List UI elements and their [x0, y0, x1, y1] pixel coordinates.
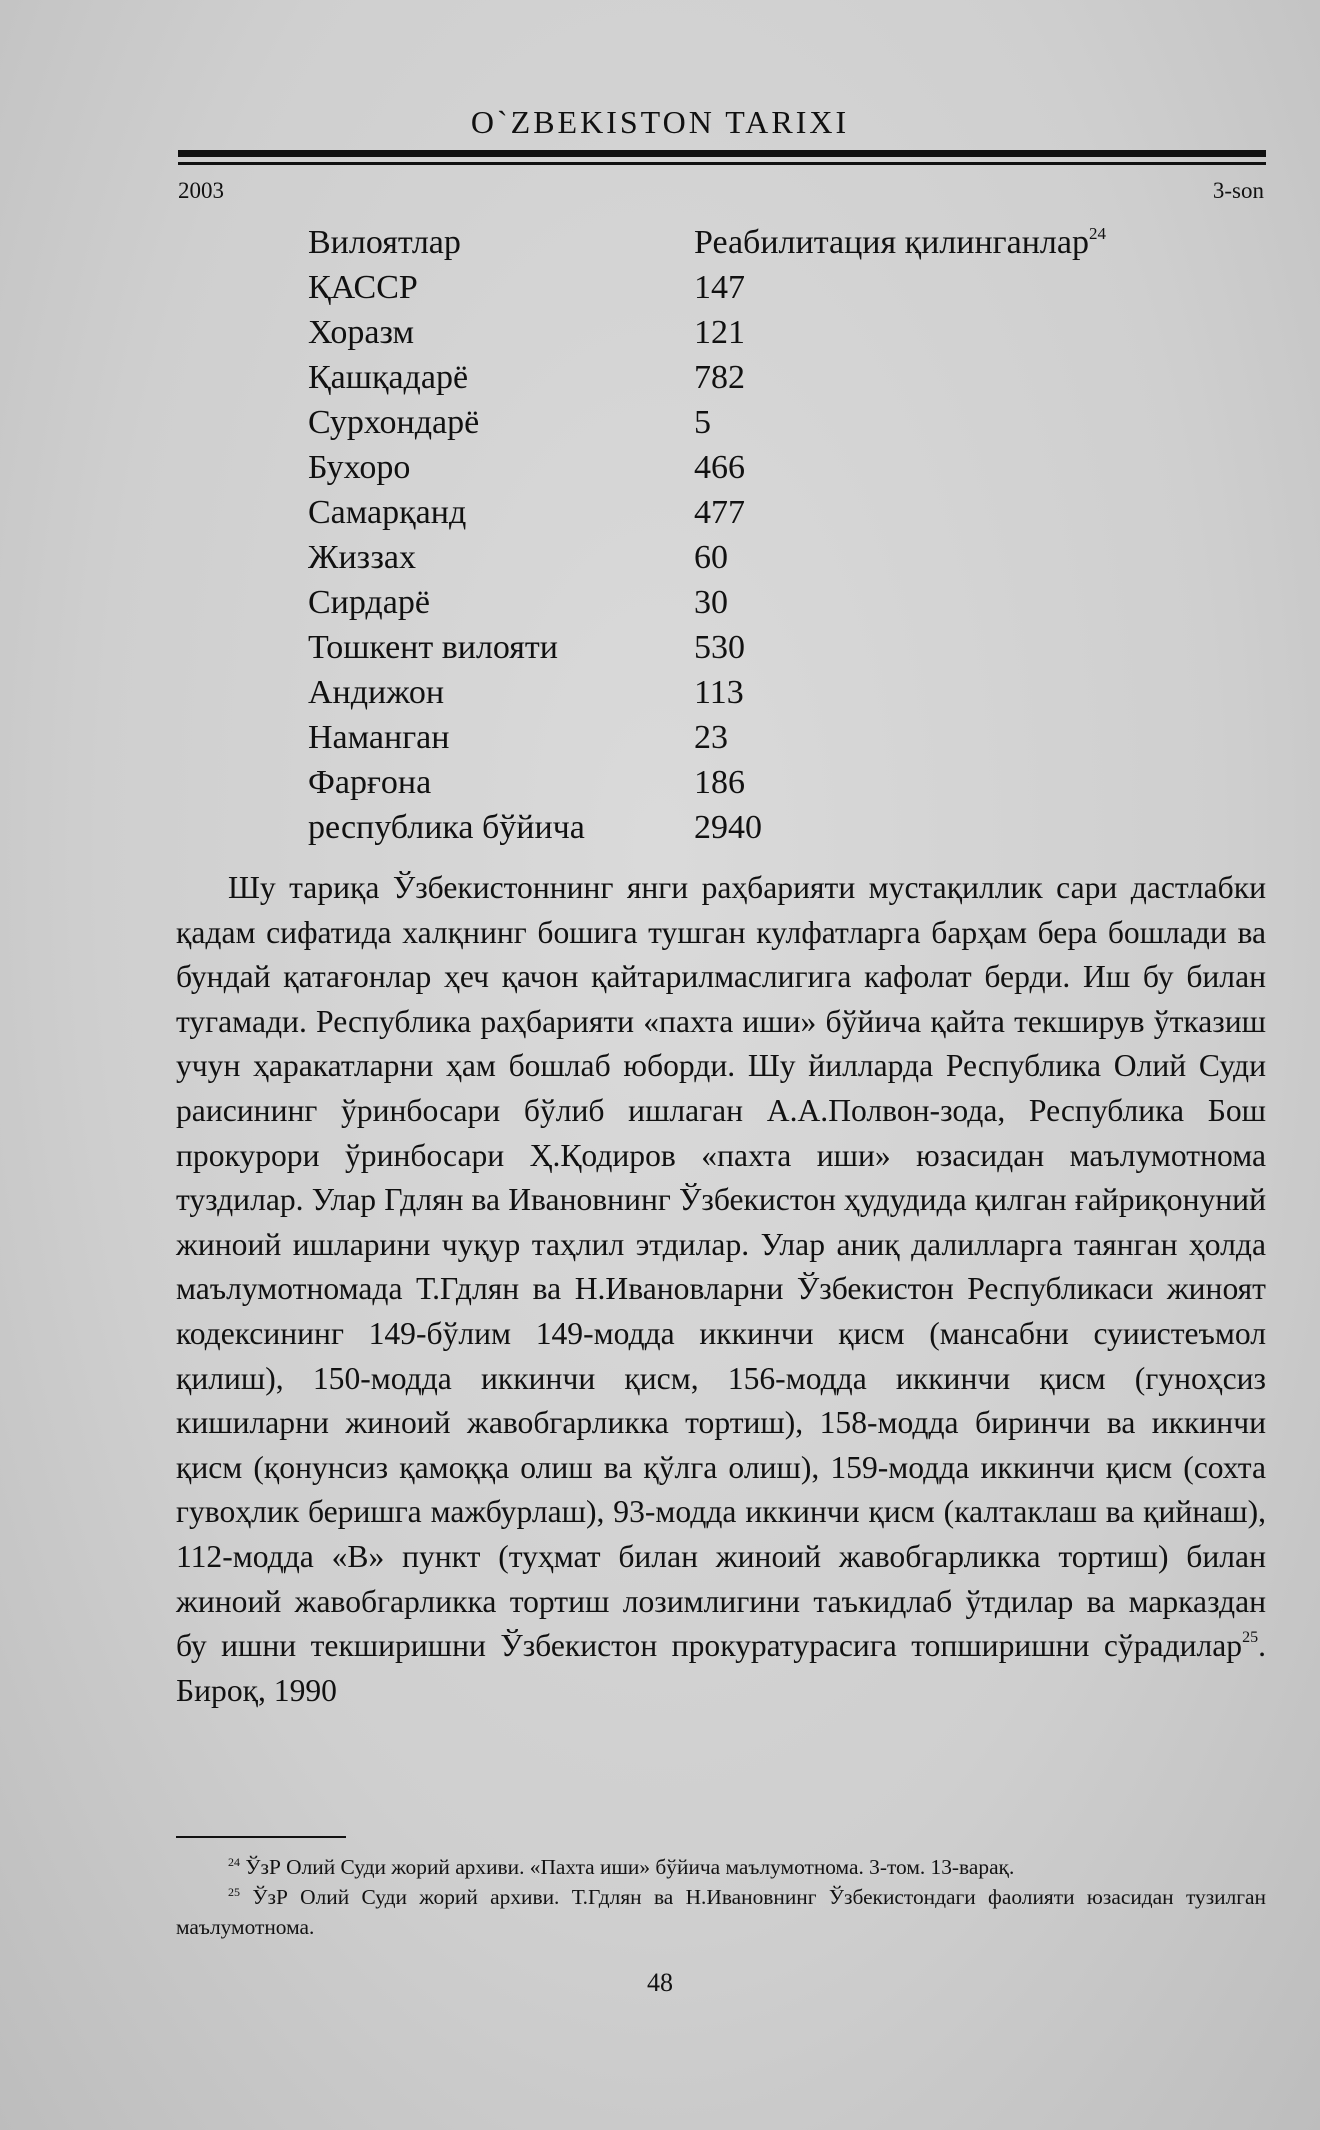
region-name: республика бўйича: [308, 808, 585, 846]
column-header-rehabilitated: [694, 224, 1208, 262]
rehabilitated-count: 147: [694, 268, 745, 306]
footnote-text: ЎзР Олий Суди жорий архиви. «Пахта иши» бўйича маълумотнома. 3-том. 13-варақ.: [240, 1855, 1015, 1879]
region-name: Наманган: [308, 718, 450, 756]
region-name: Сирдарё: [308, 583, 430, 621]
table-row: [308, 715, 1208, 760]
rehabilitated-count: 5: [694, 403, 711, 441]
page-number: 48: [647, 1968, 673, 1997]
table-row: [308, 355, 1208, 400]
rehabilitated-count: 782: [694, 358, 745, 396]
rehabilitated-count: 466: [694, 448, 745, 486]
region-name: Хоразм: [308, 313, 414, 351]
body-paragraph-text: Шу тариқа Ўзбекистоннинг янги раҳбарияти мустақиллик сари дастлабки қадам сифатида халқнинг бошига тушган кулфатларга барҳам бера бошлади ва бундай қатағонлар ҳеч қачон қайтарилмаслигига кафолат берди. Иш бу билан тугамади. Республика раҳбарияти «пахта иши» бўйича қайта текширув ўтказиш учун ҳаракатларни ҳам бошлаб юборди. Шу йилларда Республика Олий Суди раисининг ўринбосари бўлиб ишлаган А.А.Полвон-зода, Республика Бош прокурори ўринбосари Ҳ.Қодиров «пахта иши» юзасидан маълумотнома туздилар. Улар Гдлян ва Ивановнинг Ўзбекистон ҳудудида қилган ғайриқонуний жиноий ишларини чуқур таҳлил этдилар. Улар аниқ далилларга таянган ҳолда маълумотномада Т.Гдлян ва Н.Ивановларни Ўзбекистон Республикаси жиноят кодексининг 149-бўлим 149-модда иккинчи қисм (мансабни суиистеъмол қилиш), 150-модда иккинчи қисм, 156-модда иккинчи қисм (гуноҳсиз кишиларни жиноий жавобгарликка тортиш), 158-модда биринчи ва иккинчи қисм (қонунсиз қамоққа олиш ва қўлга олиш), 159-модда иккинчи қисм (сохта гувоҳлик беришга мажбурлаш), 93-модда иккинчи қисм (калтаклаш ва қийнаш), 112-модда «В» пункт (туҳмат билан жиноий жавобгарликка тортиш) билан жиноий жавобгарликка тортиш лозимлигини таъкидлаб ўтдилар ва марказдан бу ишни текширишни Ўзбекистон прокуратурасига топширишни сўрадилар: [176, 870, 1266, 1664]
table-header-row: [308, 220, 1208, 265]
table-row: [308, 670, 1208, 715]
rehabilitation-table: [308, 220, 1208, 850]
rehabilitated-count: 477: [694, 493, 745, 531]
column-header-regions: Вилоятлар: [308, 223, 461, 261]
footnote-text: ЎзР Олий Суди жорий архиви. Т.Гдлян ва Н.Ивановнинг Ўзбекистондаги фаолияти юзасидан тузилган маълумотнома.: [176, 1885, 1266, 1939]
rehabilitated-count: 530: [694, 628, 745, 666]
rehabilitated-count: 121: [694, 313, 745, 351]
table-row: [308, 490, 1208, 535]
table-row: [308, 265, 1208, 310]
region-name: Қашқадарё: [308, 358, 469, 396]
rehabilitated-count: 23: [694, 718, 728, 756]
header-year: 2003: [178, 178, 224, 203]
region-name: Андижон: [308, 673, 445, 711]
table-row: [308, 625, 1208, 670]
footnote-ref-25: 25: [1242, 1629, 1259, 1647]
running-header-title: O`ZBEKISTON TARIXI: [470, 104, 850, 140]
table-row: [308, 535, 1208, 580]
footnotes: [176, 1852, 1266, 1942]
footnote-ref-24: 24: [1088, 223, 1106, 243]
table-row: [308, 400, 1208, 445]
header-issue: 3-son: [1212, 178, 1264, 203]
footnote-separator: [176, 1836, 346, 1838]
header-rule-thick: [178, 150, 1266, 157]
header-rule-thin: [178, 162, 1266, 165]
body-text: [176, 866, 1266, 1713]
region-name: Сурхондарё: [308, 403, 480, 441]
region-name: Самарқанд: [308, 493, 467, 531]
footnote-25: [176, 1882, 1266, 1942]
column-header-rehabilitated-text: Реабилитация қилинганлар: [694, 223, 1089, 261]
table-row: [308, 580, 1208, 625]
table-row: [308, 310, 1208, 355]
region-name: Жиззах: [308, 538, 417, 576]
table-body: [308, 265, 1208, 850]
footnote-marker: 24: [228, 1855, 240, 1869]
region-name: Фарғона: [308, 763, 432, 801]
table-row: [308, 760, 1208, 805]
region-name: Тошкент вилояти: [308, 628, 558, 666]
region-name: ҚАССР: [308, 268, 418, 306]
rehabilitated-count: 2940: [694, 808, 762, 846]
body-paragraph: [176, 866, 1266, 1713]
rehabilitated-count: 186: [694, 763, 745, 801]
footnote-marker: 25: [228, 1885, 240, 1899]
rehabilitated-count: 60: [694, 538, 728, 576]
body-paragraph-tail: . Бироқ, 1990: [176, 1628, 1266, 1708]
table-row: [308, 805, 1208, 850]
footnote-24: [176, 1852, 1266, 1882]
table-row: [308, 445, 1208, 490]
region-name: Бухоро: [308, 448, 411, 486]
rehabilitated-count: 113: [694, 673, 744, 711]
rehabilitated-count: 30: [694, 583, 728, 621]
